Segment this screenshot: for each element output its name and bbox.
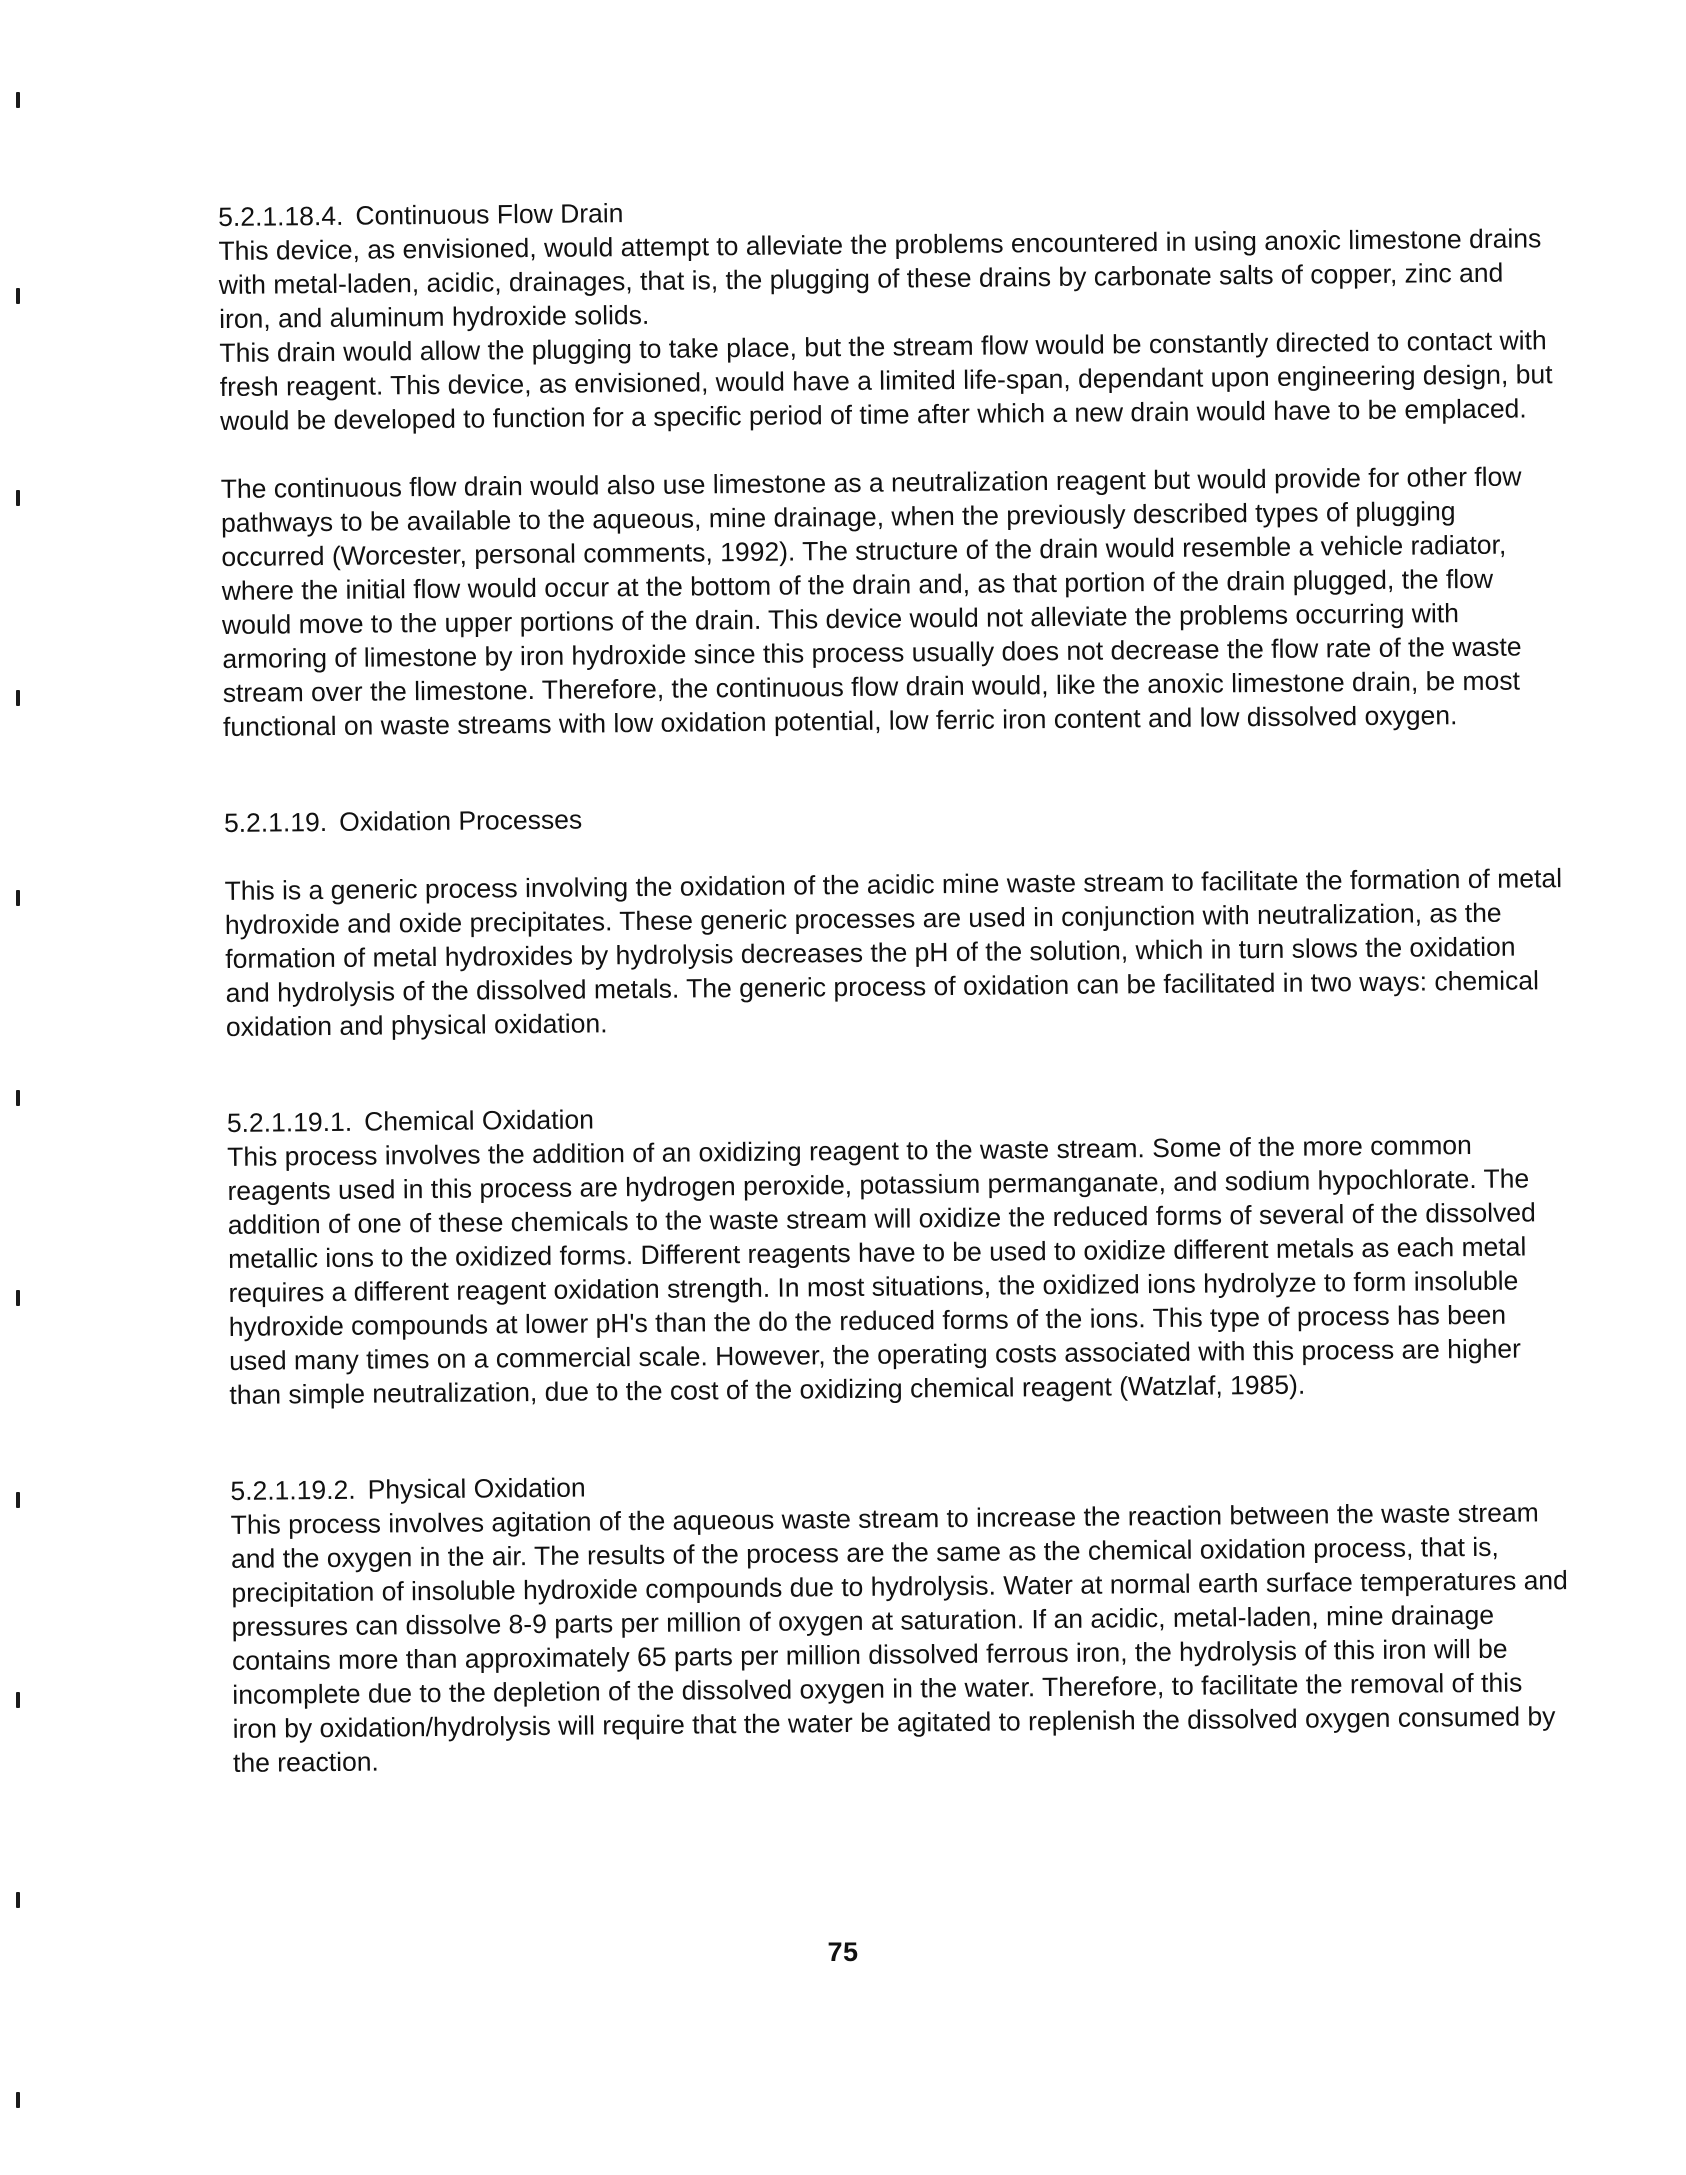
section-number: 5.2.1.19.1.	[226, 1106, 353, 1138]
section-chemical-oxidation	[227, 1093, 1570, 1412]
paragraph: This device, as envisioned, would attempt to alleviate the problems encountered in using anoxic limestone drains with metal-laden, acidic, drainages, that is, the plugging of these drains by carbonate salts of copper, zinc and iron, and aluminum hydroxide solids.	[218, 223, 1542, 334]
page-number: 75	[827, 1937, 859, 1967]
paragraph: The continuous flow drain would also use limestone as a neutralization reagent but would provide for other flow pathways to be available to the aqueous, mine drainage, when the previously described types of plugging occurred (Worcester, personal comments, 1992). The structure of the drain would resemble a vehicle radiator, where the initial flow would occur at the bottom of the drain and, as that portion of the drain plugged, the flow would move to the upper portions of the drain. This device would not alleviate the problems occurring with armoring of limestone by iron hydroxide since this process usually does not decrease the flow rate of the waste stream over the limestone. Therefore, the continuous flow drain would, like the anoxic limestone drain, be most functional on waste streams with low oxidation potential, low ferric iron content and low dissolved oxygen.	[220, 461, 1522, 742]
section-title: Oxidation Processes	[338, 804, 583, 837]
binding-mark	[16, 1892, 20, 1908]
binding-mark	[16, 288, 20, 304]
section-continuous-flow-drain	[218, 187, 1563, 744]
section-title: Chemical Oxidation	[363, 1104, 595, 1137]
paragraph: This is a generic process involving the oxidation of the acidic mine waste stream to facilitate the formation of metal hydroxide and oxide precipitates. These generic processes are used in conjunction with neutralization, as the formation of metal hydroxides by hydrolysis decreases the pH of the solution, which in turn slows the oxidation and hydrolysis of the dissolved metals. The generic process of oxidation can be facilitated in two ways: chemical oxidation and physical oxidation.	[224, 863, 1563, 1042]
section-title: Physical Oxidation	[367, 1472, 586, 1505]
document-body	[218, 187, 1573, 1780]
section-title: Continuous Flow Drain	[355, 198, 624, 231]
paragraph: This process involves the addition of an oxidizing reagent to the waste stream. Some of the more common reagents used in this process are hydrogen peroxide, potassium permanganate, and sodium hypochlorate. The addition of one of these chemicals to the waste stream will oxidize the reduced forms of several of the dissolved metallic ions to the oxidized forms. Different reagents have to be used to oxidize different metals as each metal requires a different reagent oxidation strength. In most situations, the oxidized ions hydrolyze to form insoluble hydroxide compounds at lower pH's than the do the reduced forms of the ions. This type of process has been used many times on a commercial scale. However, the operating costs associated with this process are higher than simple neutralization, due to the cost of the oxidizing chemical reagent (Watzlaf, 1985).	[227, 1130, 1536, 1410]
binding-mark	[16, 1290, 20, 1306]
binding-mark	[16, 92, 20, 108]
binding-mark	[16, 1492, 20, 1508]
binding-mark	[16, 1090, 20, 1106]
paragraph: This process involves agitation of the aqueous waste stream to increase the reaction between the waste stream and the oxygen in the air. The results of the process are the same as the chemical oxidation process, that is, precipitation of insoluble hydroxide compounds due to hydrolysis. Water at normal earth surface temperatures and pressures can dissolve 8-9 parts per million of oxygen at saturation. If an acidic, metal-laden, mine drainage contains more than approximately 65 parts per million dissolved ferrous iron, the hydrolysis of this iron will be incomplete due to the depletion of the dissolved oxygen in the water. Therefore, to facilitate the removal of this iron by oxidation/hydrolysis will require that the water be agitated to replenish the dissolved oxygen consumed by the reaction.	[230, 1497, 1568, 1778]
section-number: 5.2.1.19.2.	[230, 1474, 356, 1506]
binding-mark	[16, 890, 20, 906]
binding-mark	[16, 690, 20, 706]
binding-mark	[16, 2092, 20, 2108]
paragraph: This drain would allow the plugging to take place, but the stream flow would be constantly directed to contact with fresh reagent. This device, as envisioned, would have a limited life-span, dependant upon engineering design, but would be developed to function for a specific period of time after which a new drain would have to be emplaced.	[219, 325, 1553, 436]
section-number: 5.2.1.18.4.	[218, 200, 344, 232]
section-number: 5.2.1.19.	[223, 806, 328, 838]
binding-marks	[16, 0, 28, 2175]
binding-mark	[16, 490, 20, 506]
section-physical-oxidation	[230, 1461, 1573, 1780]
section-oxidation-processes	[224, 793, 1566, 1044]
binding-mark	[16, 1692, 20, 1708]
